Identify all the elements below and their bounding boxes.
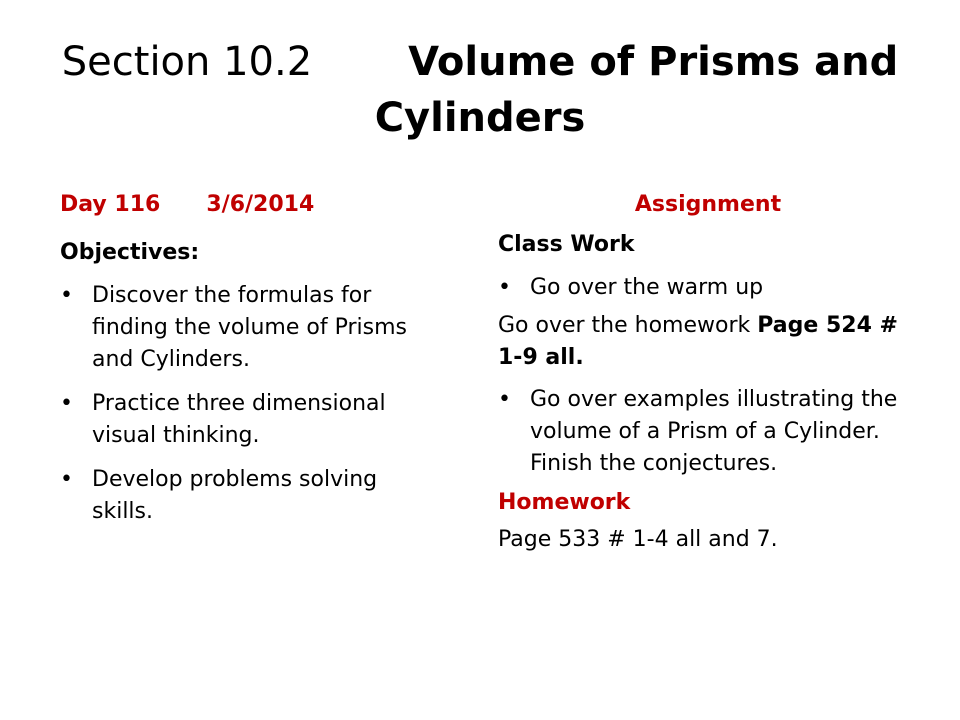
list-item bbox=[498, 384, 918, 480]
list-item bbox=[498, 272, 918, 304]
objective-text: Develop problems solving skills. bbox=[92, 467, 378, 524]
right-column bbox=[498, 188, 918, 564]
bullet-icon: • bbox=[498, 387, 511, 412]
list-item bbox=[60, 388, 440, 452]
objective-text: Discover the formulas for finding the volume of Prisms and Cylinders. bbox=[92, 283, 407, 372]
homework-review-line bbox=[498, 310, 918, 374]
section-number: Section 10.2 bbox=[61, 39, 313, 85]
objective-text: Practice three dimensional visual thinking. bbox=[92, 391, 386, 448]
day-label: Day 116 bbox=[60, 192, 161, 217]
bullet-icon: • bbox=[60, 283, 73, 308]
bullet-icon: • bbox=[60, 467, 73, 492]
day-date-line bbox=[60, 188, 440, 222]
classwork-text: Go over the warm up bbox=[530, 275, 764, 300]
date-label: 3/6/2014 bbox=[206, 192, 315, 217]
slide-title bbox=[40, 34, 920, 146]
title-topic: Volume of Prisms and Cylinders bbox=[374, 39, 899, 141]
objectives-list bbox=[60, 280, 440, 528]
left-column bbox=[60, 188, 440, 540]
bullet-icon: • bbox=[498, 275, 511, 300]
classwork-list-2 bbox=[498, 384, 918, 480]
bullet-icon: • bbox=[60, 391, 73, 416]
classwork-text: Go over examples illustrating the volume of a Prism of a Cylinder. Finish the conjectures. bbox=[530, 387, 898, 476]
homework-review-pages: Page 524 # 1-9 all. bbox=[498, 313, 898, 370]
homework-heading: Homework bbox=[498, 490, 631, 515]
assignment-heading: Assignment bbox=[634, 192, 782, 217]
classwork-list bbox=[498, 272, 918, 304]
list-item bbox=[60, 464, 440, 528]
objectives-heading: Objectives: bbox=[60, 240, 200, 265]
list-item bbox=[60, 280, 440, 376]
homework-review-text: Go over the homework bbox=[498, 313, 758, 338]
classwork-heading: Class Work bbox=[498, 232, 635, 257]
homework-text: Page 533 # 1-4 all and 7. bbox=[498, 527, 778, 552]
